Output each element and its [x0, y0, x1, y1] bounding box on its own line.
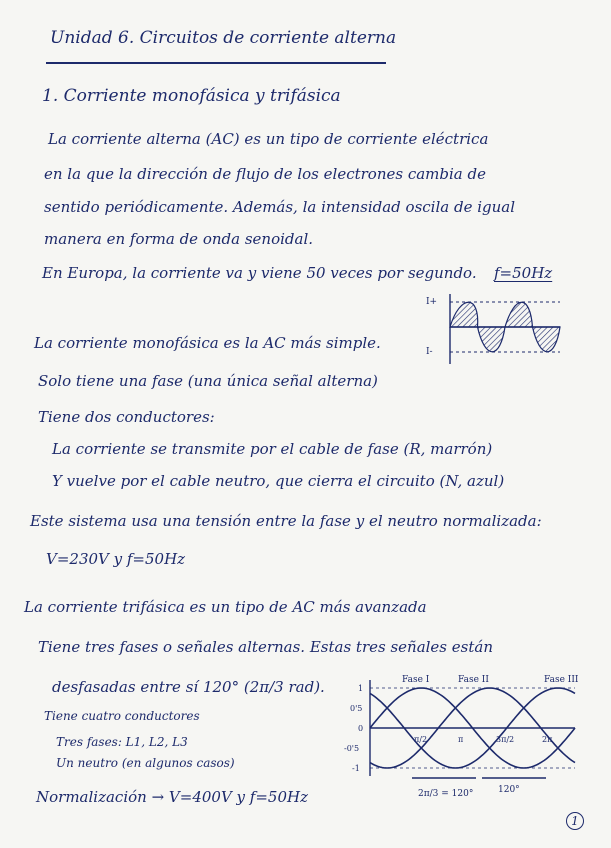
mono-bullet-2a: La corriente se transmite por el cable de fase (R, marrón) — [52, 440, 493, 458]
shift-label: 2π/3 = 120° — [418, 789, 474, 799]
tri-bullet-2b: Un neutro (en algunos casos) — [56, 756, 235, 770]
mono-label-top: I+ — [426, 297, 438, 307]
mono-bullet-2b: Y vuelve por el cable neutro, que cierra el circuito (N, azul) — [52, 472, 505, 490]
mono-title-line: La corriente monofásica es la AC más simple. — [34, 334, 381, 352]
tri-bullet-3: Normalización → V=400V y f=50Hz — [36, 788, 308, 806]
mono-bullet-1: Solo tiene una fase (una única señal alterna) — [38, 372, 378, 390]
tri-bullet-1b: desfasadas entre sí 120° (2π/3 rad). — [52, 678, 325, 696]
x-tick-pi-half: π/2 — [414, 735, 428, 744]
europe-line: En Europa, la corriente va y viene 50 veces por segundo. — [42, 264, 477, 282]
tri-bullet-2a: Tres fases: L1, L2, L3 — [56, 735, 188, 749]
x-tick-pi: π — [458, 735, 464, 744]
y-tick-neg-1: -1 — [352, 764, 360, 773]
x-tick-2pi: 2π — [542, 735, 553, 744]
mono-label-bottom: I- — [426, 347, 433, 357]
phase-2-label: Fase II — [458, 675, 489, 685]
section1-title: 1. Corriente monofásica y trifásica — [42, 86, 341, 106]
mono-system-line: Este sistema usa una tensión entre la fase y el neutro normalizada: — [30, 512, 542, 530]
y-tick-1: 1 — [358, 684, 364, 693]
y-tick-0: 0 — [358, 724, 364, 733]
triphase-wave-chart — [330, 670, 592, 802]
unit-title: Unidad 6. Circuitos de corriente alterna — [50, 28, 397, 48]
title-underline — [46, 62, 386, 64]
intro-line-3: sentido periódicamente. Además, la intensidad oscila de igual — [44, 198, 516, 216]
mono-values: V=230V y f=50Hz — [46, 550, 186, 568]
europe-frequency: f=50Hz — [494, 264, 553, 282]
shift-label-2: 120° — [498, 785, 520, 795]
intro-line-1: La corriente alterna (AC) es un tipo de corriente eléctrica — [48, 130, 489, 148]
phase-1-label: Fase I — [402, 675, 430, 685]
page-number: 1 — [566, 812, 584, 830]
phase-3-label: Fase III — [544, 675, 579, 685]
y-tick-half: 0'5 — [350, 704, 363, 713]
monophase-wave-diagram — [420, 290, 570, 368]
tri-bullet-2: Tiene cuatro conductores — [44, 709, 200, 723]
intro-line-2: en la que la dirección de flujo de los electrones cambia de — [44, 165, 486, 183]
mono-bullet-2: Tiene dos conductores: — [38, 408, 215, 426]
y-tick-neg-half: -0'5 — [344, 744, 360, 753]
intro-line-4: manera en forma de onda senoidal. — [44, 230, 314, 248]
x-tick-3pi-half: 3π/2 — [496, 735, 515, 744]
tri-title-line: La corriente trifásica es un tipo de AC más avanzada — [24, 598, 427, 616]
tri-bullet-1: Tiene tres fases o señales alternas. Estas tres señales están — [38, 638, 493, 656]
